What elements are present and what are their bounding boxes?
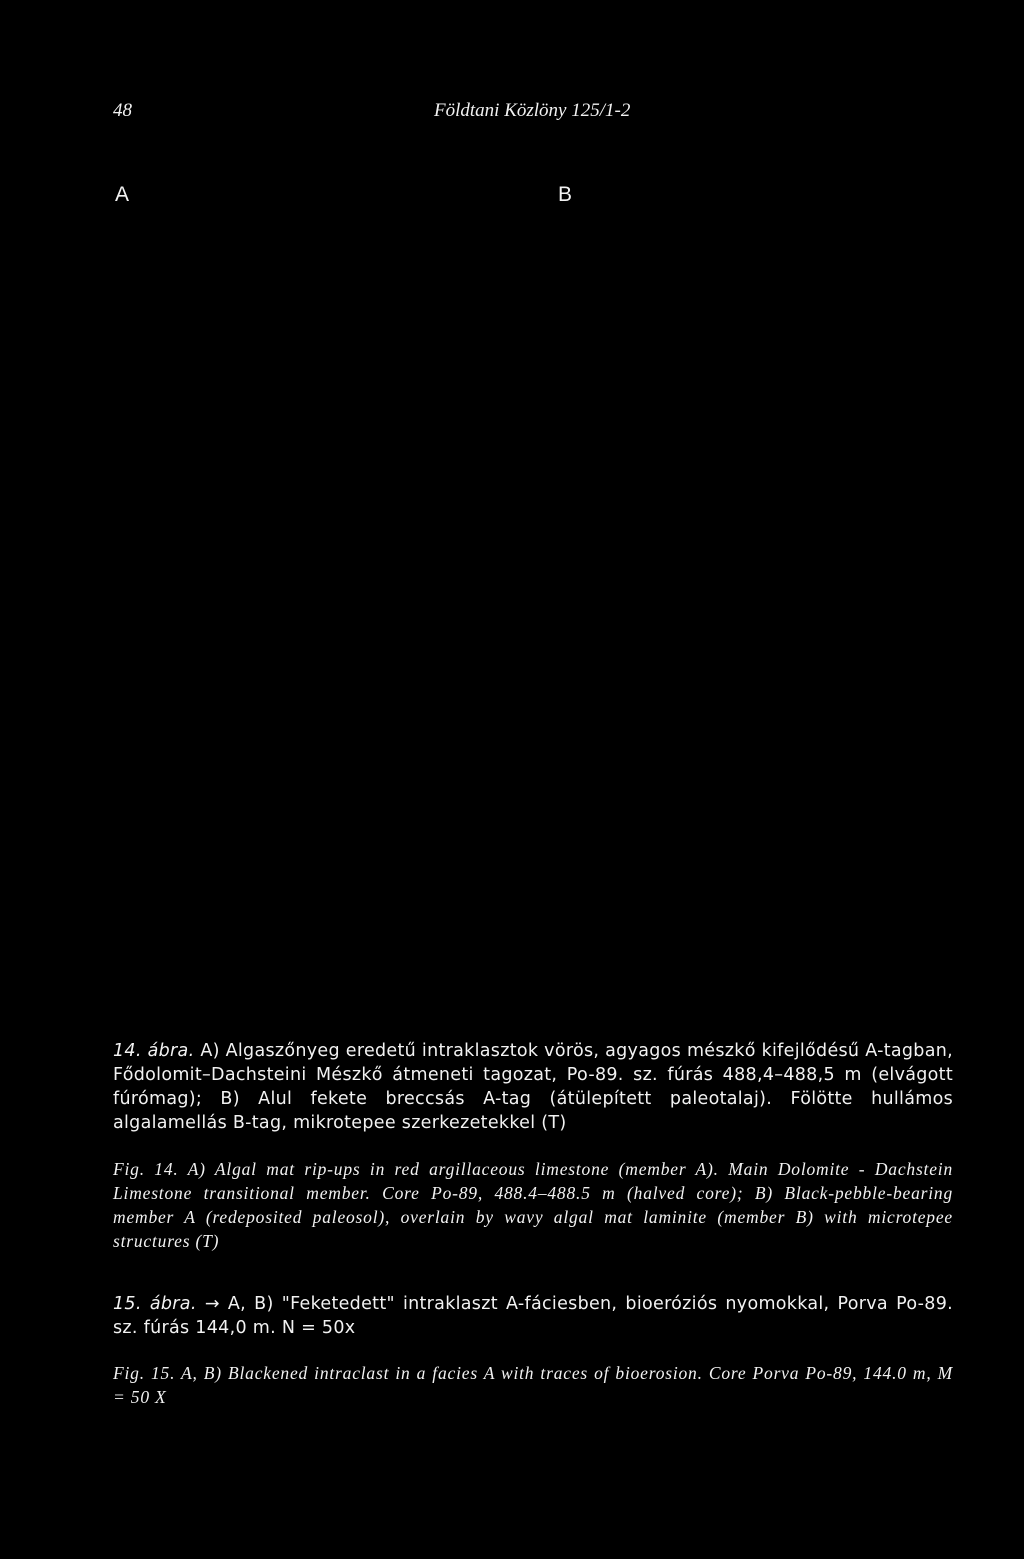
figure-15-text-hu: → A, B) "Feketedett" intraklaszt A-fáciesben, bioeróziós nyomokkal, Porva Po-89. sz. fúrás 144,0 m. N = 50x — [113, 1294, 953, 1338]
figure-14-caption-hungarian — [113, 1039, 953, 1135]
figure-14-number-hu: 14. ábra. — [113, 1041, 195, 1061]
figure-14-text-hu: A) Algaszőnyeg eredetű intraklasztok vörös, agyagos mészkő kifejlődésű A-tagban, Fődolomit–Dachsteini Mészkő átmeneti tagozat, Po-89. sz. fúrás 488,4–488,5 m (elvágott fúrómag); B) Alul fekete breccsás A-tag (átülepített paleotalaj). Fölötte hullámos algalamellás B-tag, mikrotepee szerkezetekkel (T) — [113, 1041, 953, 1133]
figure-15-number-hu: 15. ábra. — [113, 1294, 197, 1314]
figure-15-caption-english: Fig. 15. A, B) Blackened intraclast in a facies A with traces of bioerosion. Core Porva Po-89, 144.0 m, M = 50 X — [113, 1363, 953, 1407]
panel-b-label: B — [558, 183, 573, 206]
figure-photo-area — [113, 215, 953, 1015]
panel-a-label: A — [115, 183, 130, 206]
figure-14-caption-english: Fig. 14. A) Algal mat rip-ups in red argillaceous limestone (member A). Main Dolomite - Dachstein Limestone transitional member. Core Po-89, 488.4–488.5 m (halved core); B) Black-pebble-bearing member A (redeposited paleosol), overlain by wavy algal mat laminite (member B) with microtepee structures (T) — [113, 1159, 953, 1251]
page-number: 48 — [113, 100, 132, 121]
journal-title: Földtani Közlöny 125/1-2 — [434, 100, 631, 121]
figure-15-caption-hungarian — [113, 1292, 953, 1340]
